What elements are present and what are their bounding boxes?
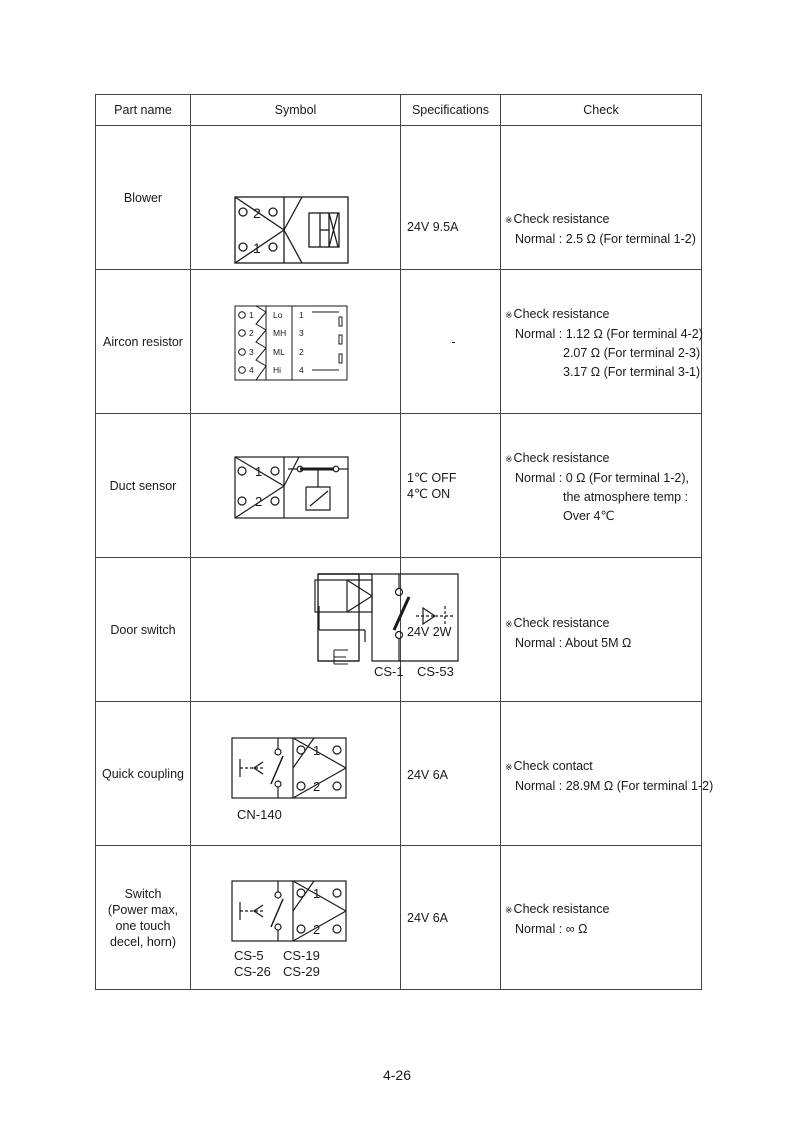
part-name-line: Quick coupling [102,766,184,781]
parts-spec-table [95,94,714,990]
terminal-number: 1 [313,743,321,758]
terminal-number: 2 [249,328,254,338]
connector-code: CS-1 [374,664,404,679]
note-mark: ※ [505,762,513,772]
part-name-line: decel, horn) [109,934,176,949]
part-name-cell [96,846,191,990]
terminal-number: 2 [313,779,321,794]
quick-coupling-symbol [191,702,401,845]
header-symbol: Symbol [191,95,401,126]
check-line: Normal : ∞ Ω [515,922,588,936]
terminal-number: 1 [249,310,254,320]
part-name-line: Switch [124,886,162,901]
note-mark: ※ [505,454,513,464]
switch-symbol [191,846,401,989]
page-number: 4-26 [382,1067,412,1083]
check-line: Normal : About 5M Ω [515,636,632,650]
aircon-resistor-symbol [191,270,401,413]
check-line [505,305,701,325]
part-name-line: one touch [115,918,171,933]
header-part-name: Part name [96,95,191,126]
header-specifications: Specifications [401,95,501,126]
part-name-cell [96,702,191,846]
spec-cell [401,270,501,414]
spec-cell [401,414,501,558]
check-text: Check resistance [513,307,610,321]
spec-cell [401,558,501,702]
symbol-cell [191,270,401,414]
connector-code: CS-53 [417,664,454,679]
table-row-switch [96,846,702,990]
note-mark: ※ [505,215,513,225]
connector-code: CS-5 [234,948,264,963]
symbol-cell [191,414,401,558]
terminal-number: 2 [255,494,263,509]
speed-label: MH [273,328,287,338]
terminal-number: 4 [299,365,304,375]
part-name-line: Door switch [110,622,176,637]
spec-cell [401,846,501,990]
spec-line: 24V 9.5A [407,220,459,234]
check-line: 2.07 Ω (For terminal 2-3) [563,346,701,360]
table-row-duct-sensor [96,414,702,558]
terminal-number: 2 [299,347,304,357]
check-cell [501,126,702,270]
check-line: Normal : 1.12 Ω (For terminal 4-2) [515,327,703,341]
terminal-number: 3 [249,347,254,357]
part-name-cell [96,414,191,558]
connector-code: CS-19 [283,948,320,963]
terminal-number: 2 [313,922,321,937]
spec-line: 24V 2W [407,625,452,639]
spec-line: - [451,334,456,349]
check-line: the atmosphere temp : [563,490,689,504]
table-row-aircon-resistor [96,270,702,414]
part-name-cell [96,558,191,702]
check-line: 3.17 Ω (For terminal 3-1) [563,365,701,379]
spec-cell [401,126,501,270]
symbol-cell [191,126,401,270]
terminal-number: 1 [299,310,304,320]
terminal-number: 4 [249,365,254,375]
speed-label: ML [273,347,285,357]
part-name-line: Aircon resistor [103,334,183,349]
check-text: Check resistance [513,902,610,916]
duct-sensor-symbol [191,414,401,557]
check-cell [501,558,702,702]
part-name-line: (Power max, [107,902,179,917]
check-line [505,210,701,230]
spec-line: 4℃ ON [407,487,451,501]
header-check: Check [501,95,702,126]
symbol-cell [191,702,401,846]
check-line: Over 4℃ [563,509,615,523]
part-name-cell [96,270,191,414]
part-name-line: Blower [123,190,163,205]
check-text: Check contact [513,759,593,773]
table-row-blower [96,126,702,270]
table-row-door-switch [96,558,702,702]
symbol-cell [191,846,401,990]
check-line [505,900,701,920]
part-name-cell [96,126,191,270]
check-line [505,449,701,469]
part-name-line: Duct sensor [109,478,177,493]
spec-cell [401,702,501,846]
note-mark: ※ [505,619,513,629]
check-cell [501,702,714,846]
check-line [505,614,701,634]
check-line: Normal : 0 Ω (For terminal 1-2), [515,471,689,485]
spec-line: 1℃ OFF [407,471,457,485]
table-header-row [96,95,702,126]
terminal-number: 3 [299,328,304,338]
terminal-number: 1 [253,240,261,256]
blower-symbol [191,126,401,269]
table-row-quick-coupling [96,702,702,846]
check-text: Check resistance [513,616,610,630]
connector-code: CN-140 [237,807,282,822]
check-line: Normal : 2.5 Ω (For terminal 1-2) [515,232,696,246]
check-line: Normal : 28.9M Ω (For terminal 1-2) [515,779,714,793]
speed-label: Hi [273,365,282,375]
check-cell [501,414,702,558]
terminal-number: 1 [255,464,263,479]
speed-label: Lo [273,310,283,320]
connector-code: CS-26 [234,964,271,979]
spec-line: 24V 6A [407,911,449,925]
check-line [505,757,701,777]
spec-line: 24V 6A [407,768,449,782]
terminal-number: 2 [253,205,261,221]
check-text: Check resistance [513,451,610,465]
check-text: Check resistance [513,212,610,226]
terminal-number: 1 [313,886,321,901]
connector-code: CS-29 [283,964,320,979]
note-mark: ※ [505,310,513,320]
check-cell [501,846,702,990]
note-mark: ※ [505,905,513,915]
check-cell [501,270,702,414]
